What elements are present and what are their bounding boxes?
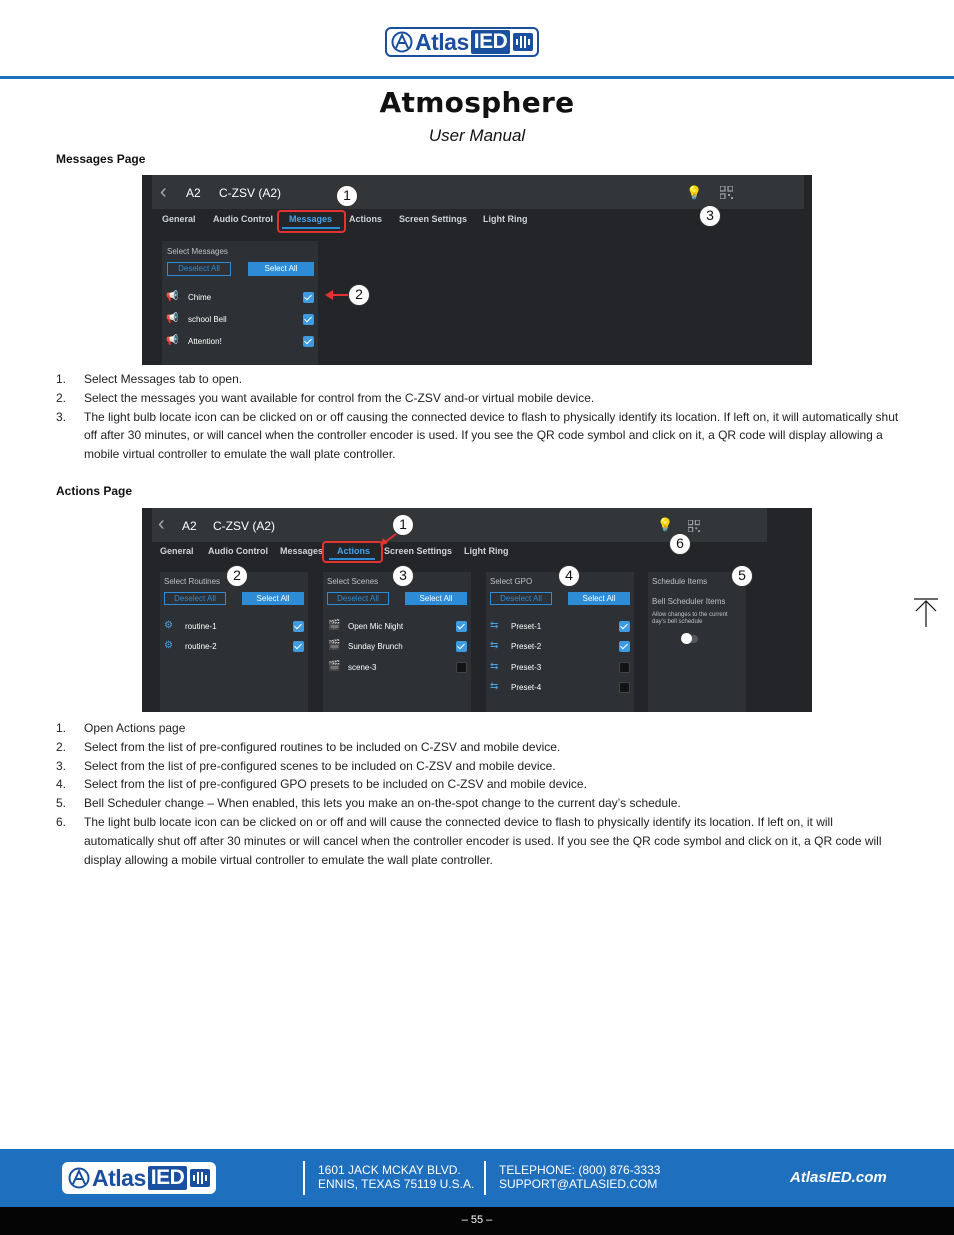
gpo-label: Preset-1 bbox=[511, 622, 542, 631]
callout-arrow bbox=[378, 532, 398, 546]
scene-label: Open Mic Night bbox=[348, 622, 404, 631]
list-item bbox=[56, 370, 906, 389]
select-all-button[interactable]: Select All bbox=[405, 592, 467, 605]
schedule-items-panel bbox=[648, 572, 746, 712]
list-text: Bell Scheduler change – When enabled, this lets you make an on-the-spot change to the current day’s schedule. bbox=[84, 796, 681, 811]
audio-bars-icon bbox=[190, 1167, 210, 1189]
message-checkbox[interactable] bbox=[303, 314, 314, 325]
messages-screenshot bbox=[142, 175, 812, 365]
scene-label: scene-3 bbox=[348, 663, 377, 672]
list-item bbox=[56, 408, 906, 464]
tab-general[interactable]: General bbox=[162, 214, 196, 224]
panel-title: Select Routines bbox=[164, 577, 221, 586]
select-all-button[interactable]: Select All bbox=[568, 592, 630, 605]
bell-scheduler-label: Bell Scheduler Items bbox=[652, 597, 726, 606]
panel-title: Select Scenes bbox=[327, 577, 379, 586]
message-item-label: Chime bbox=[188, 293, 212, 302]
atlasied-logo bbox=[385, 27, 539, 57]
gpo-repeat-icon: ⇆ bbox=[490, 681, 499, 692]
gpo-checkbox[interactable] bbox=[619, 621, 630, 632]
back-arrow-icon[interactable]: ‹ bbox=[160, 181, 167, 203]
list-item bbox=[56, 719, 906, 738]
logo-atlas-text: Atlas bbox=[92, 1164, 146, 1191]
list-text: Select Messages tab to open. bbox=[84, 372, 243, 386]
tab-general[interactable]: General bbox=[160, 546, 194, 556]
device-name: C-ZSV (A2) bbox=[219, 186, 282, 200]
routine-label: routine-2 bbox=[185, 642, 217, 651]
footer-address bbox=[318, 1163, 474, 1191]
light-bulb-locate-icon[interactable]: 💡 bbox=[686, 185, 703, 200]
tab-actions[interactable]: Actions bbox=[349, 214, 383, 224]
scene-clapper-icon: 🎬 bbox=[328, 620, 341, 631]
header-rule bbox=[0, 76, 954, 79]
tab-screen-settings[interactable]: Screen Settings bbox=[384, 546, 453, 556]
list-text: The light bulb locate icon can be clicked on or off causing the connected device to flash to physically identify its location. If left on, it will automatically shut off after 30 minutes, or will cancel when the controller encoder is used. If you see the QR code symbol and click on it, a QR code will display allowing a mobile virtual controller to emulate the wall plate controller. bbox=[84, 409, 899, 462]
gpo-checkbox[interactable] bbox=[619, 682, 630, 693]
footer-email[interactable]: SUPPORT@ATLASIED.COM bbox=[499, 1177, 658, 1191]
deselect-all-button[interactable]: Deselect All bbox=[164, 592, 226, 605]
actions-screenshot bbox=[142, 508, 812, 712]
list-text: Select from the list of pre-configured GPO presets to be included on C-ZSV and mobile device. bbox=[84, 777, 587, 792]
list-item bbox=[56, 775, 906, 794]
list-text: Open Actions page bbox=[84, 721, 186, 735]
list-number: 4. bbox=[56, 777, 67, 792]
zone-label: A2 bbox=[186, 186, 201, 200]
light-bulb-locate-icon[interactable]: 💡 bbox=[657, 517, 674, 532]
callout-6: 6 bbox=[669, 533, 691, 555]
atlas-a-icon bbox=[68, 1167, 90, 1189]
list-number: 5. bbox=[56, 796, 67, 811]
tab-messages[interactable]: Messages bbox=[280, 546, 324, 556]
list-item bbox=[56, 757, 906, 776]
select-all-button[interactable]: Select All bbox=[242, 592, 304, 605]
tab-light-ring[interactable]: Light Ring bbox=[464, 546, 509, 556]
scene-checkbox[interactable] bbox=[456, 662, 467, 673]
gpo-label: Preset-3 bbox=[511, 663, 542, 672]
callout-3: 3 bbox=[392, 565, 414, 587]
actions-page-heading: Actions Page bbox=[56, 484, 133, 498]
scene-checkbox[interactable] bbox=[456, 621, 467, 632]
address-line-1: 1601 JACK MCKAY BLVD. bbox=[318, 1163, 461, 1177]
message-item-label: school Bell bbox=[188, 315, 227, 324]
tab-light-ring[interactable]: Light Ring bbox=[483, 214, 528, 224]
callout-4: 4 bbox=[558, 565, 580, 587]
megaphone-icon: 📢 bbox=[166, 291, 179, 302]
select-all-button[interactable]: Select All bbox=[248, 262, 314, 276]
page-number: – 55 – bbox=[461, 1214, 493, 1226]
device-name: C-ZSV (A2) bbox=[213, 519, 276, 533]
back-arrow-icon[interactable]: ‹ bbox=[158, 513, 165, 535]
callout-2: 2 bbox=[348, 284, 370, 306]
gpo-checkbox[interactable] bbox=[619, 641, 630, 652]
list-item bbox=[56, 738, 906, 757]
deselect-all-button[interactable]: Deselect All bbox=[327, 592, 389, 605]
audio-bars-icon bbox=[513, 31, 533, 53]
logo-ied-text: IED bbox=[471, 30, 511, 54]
gpo-repeat-icon: ⇆ bbox=[490, 620, 499, 631]
gpo-label: Preset-4 bbox=[511, 683, 542, 692]
message-checkbox[interactable] bbox=[303, 336, 314, 347]
callout-2: 2 bbox=[226, 565, 248, 587]
deselect-all-button[interactable]: Deselect All bbox=[167, 262, 231, 276]
scene-clapper-icon: 🎬 bbox=[328, 640, 341, 651]
bell-scheduler-toggle[interactable] bbox=[682, 635, 698, 643]
qr-code-icon[interactable] bbox=[688, 520, 700, 532]
footer-atlasied-logo bbox=[62, 1162, 216, 1194]
list-number: 1. bbox=[56, 372, 67, 386]
list-text: Select the messages you want available for control from the C-ZSV and-or virtual mobile device. bbox=[84, 390, 595, 405]
gpo-repeat-icon: ⇆ bbox=[490, 640, 499, 651]
tab-messages[interactable]: Messages bbox=[289, 214, 333, 224]
zone-label: A2 bbox=[182, 519, 197, 533]
list-item bbox=[56, 389, 906, 408]
atlas-a-icon bbox=[391, 31, 413, 53]
routine-gears-icon: ⚙ bbox=[164, 620, 173, 631]
routine-checkbox[interactable] bbox=[293, 621, 304, 632]
scene-checkbox[interactable] bbox=[456, 641, 467, 652]
list-number: 1. bbox=[56, 721, 67, 735]
tab-audio-control[interactable]: Audio Control bbox=[213, 214, 273, 224]
document-subtitle: User Manual bbox=[428, 126, 526, 145]
list-item bbox=[56, 794, 906, 813]
panel-title: Select Messages bbox=[167, 247, 228, 256]
routine-checkbox[interactable] bbox=[293, 641, 304, 652]
callout-highlight-box bbox=[322, 541, 383, 563]
callout-3: 3 bbox=[699, 205, 721, 227]
actions-steps-list bbox=[56, 719, 906, 869]
callout-1: 1 bbox=[392, 514, 414, 536]
gpo-repeat-icon: ⇆ bbox=[490, 661, 499, 672]
list-text: The light bulb locate icon can be clicked on or off and will cause the connected device to flash to physically identify its location. If left on, it will automatically shut off after 30 minutes or will cancel when the controller encoder is used. If you see the QR code symbol and click on it, a QR code will display allowing a mobile virtual controller to emulate the wall plate controller. bbox=[84, 814, 882, 867]
document-title: Atmosphere bbox=[379, 86, 575, 119]
bell-scheduler-note: Allow changes to the current day's bell schedule bbox=[652, 612, 728, 625]
logo-atlas-text: Atlas bbox=[415, 28, 469, 55]
list-number: 3. bbox=[56, 409, 67, 424]
callout-highlight-box bbox=[277, 210, 346, 233]
panel-title: Select GPO bbox=[490, 577, 533, 586]
panel-title: Schedule Items bbox=[652, 577, 708, 586]
list-text: Select from the list of pre-configured scenes to be included on C-ZSV and mobile device. bbox=[84, 758, 556, 773]
tab-actions[interactable]: Actions bbox=[337, 546, 371, 556]
footer-phone: TELEPHONE: (800) 876-3333 bbox=[499, 1163, 661, 1177]
message-item-label: Attention! bbox=[188, 337, 222, 346]
tab-screen-settings[interactable]: Screen Settings bbox=[399, 214, 468, 224]
address-line-2: ENNIS, TEXAS 75119 U.S.A. bbox=[318, 1177, 475, 1191]
list-item bbox=[56, 813, 906, 869]
select-messages-panel bbox=[162, 241, 318, 365]
routine-label: routine-1 bbox=[185, 622, 217, 631]
callout-5: 5 bbox=[731, 565, 753, 587]
megaphone-icon: 📢 bbox=[166, 313, 179, 324]
messages-steps-list bbox=[56, 370, 906, 464]
footer-divider bbox=[303, 1161, 305, 1195]
list-text: Select from the list of pre-configured routines to be included on C-ZSV and mobile device. bbox=[84, 739, 561, 754]
messages-page-heading: Messages Page bbox=[56, 152, 146, 166]
gpo-label: Preset-2 bbox=[511, 642, 542, 651]
qr-code-icon[interactable] bbox=[720, 186, 733, 199]
list-number: 2. bbox=[56, 739, 67, 754]
scene-clapper-icon: 🎬 bbox=[328, 661, 341, 672]
message-checkbox[interactable] bbox=[303, 292, 314, 303]
list-number: 2. bbox=[56, 390, 67, 405]
footer-website-link[interactable]: AtlasIED.com bbox=[790, 1169, 887, 1186]
footer-contact bbox=[499, 1163, 660, 1191]
logo-ied-text: IED bbox=[148, 1166, 188, 1190]
list-number: 3. bbox=[56, 758, 67, 773]
routine-gears-icon: ⚙ bbox=[164, 640, 173, 651]
list-number: 6. bbox=[56, 814, 67, 829]
tab-audio-control[interactable]: Audio Control bbox=[208, 546, 268, 556]
back-to-top-icon[interactable] bbox=[913, 598, 939, 628]
megaphone-icon: 📢 bbox=[166, 335, 179, 346]
gpo-checkbox[interactable] bbox=[619, 662, 630, 673]
footer-divider bbox=[484, 1161, 486, 1195]
deselect-all-button[interactable]: Deselect All bbox=[490, 592, 552, 605]
scene-label: Sunday Brunch bbox=[348, 642, 403, 651]
callout-1: 1 bbox=[336, 185, 358, 207]
